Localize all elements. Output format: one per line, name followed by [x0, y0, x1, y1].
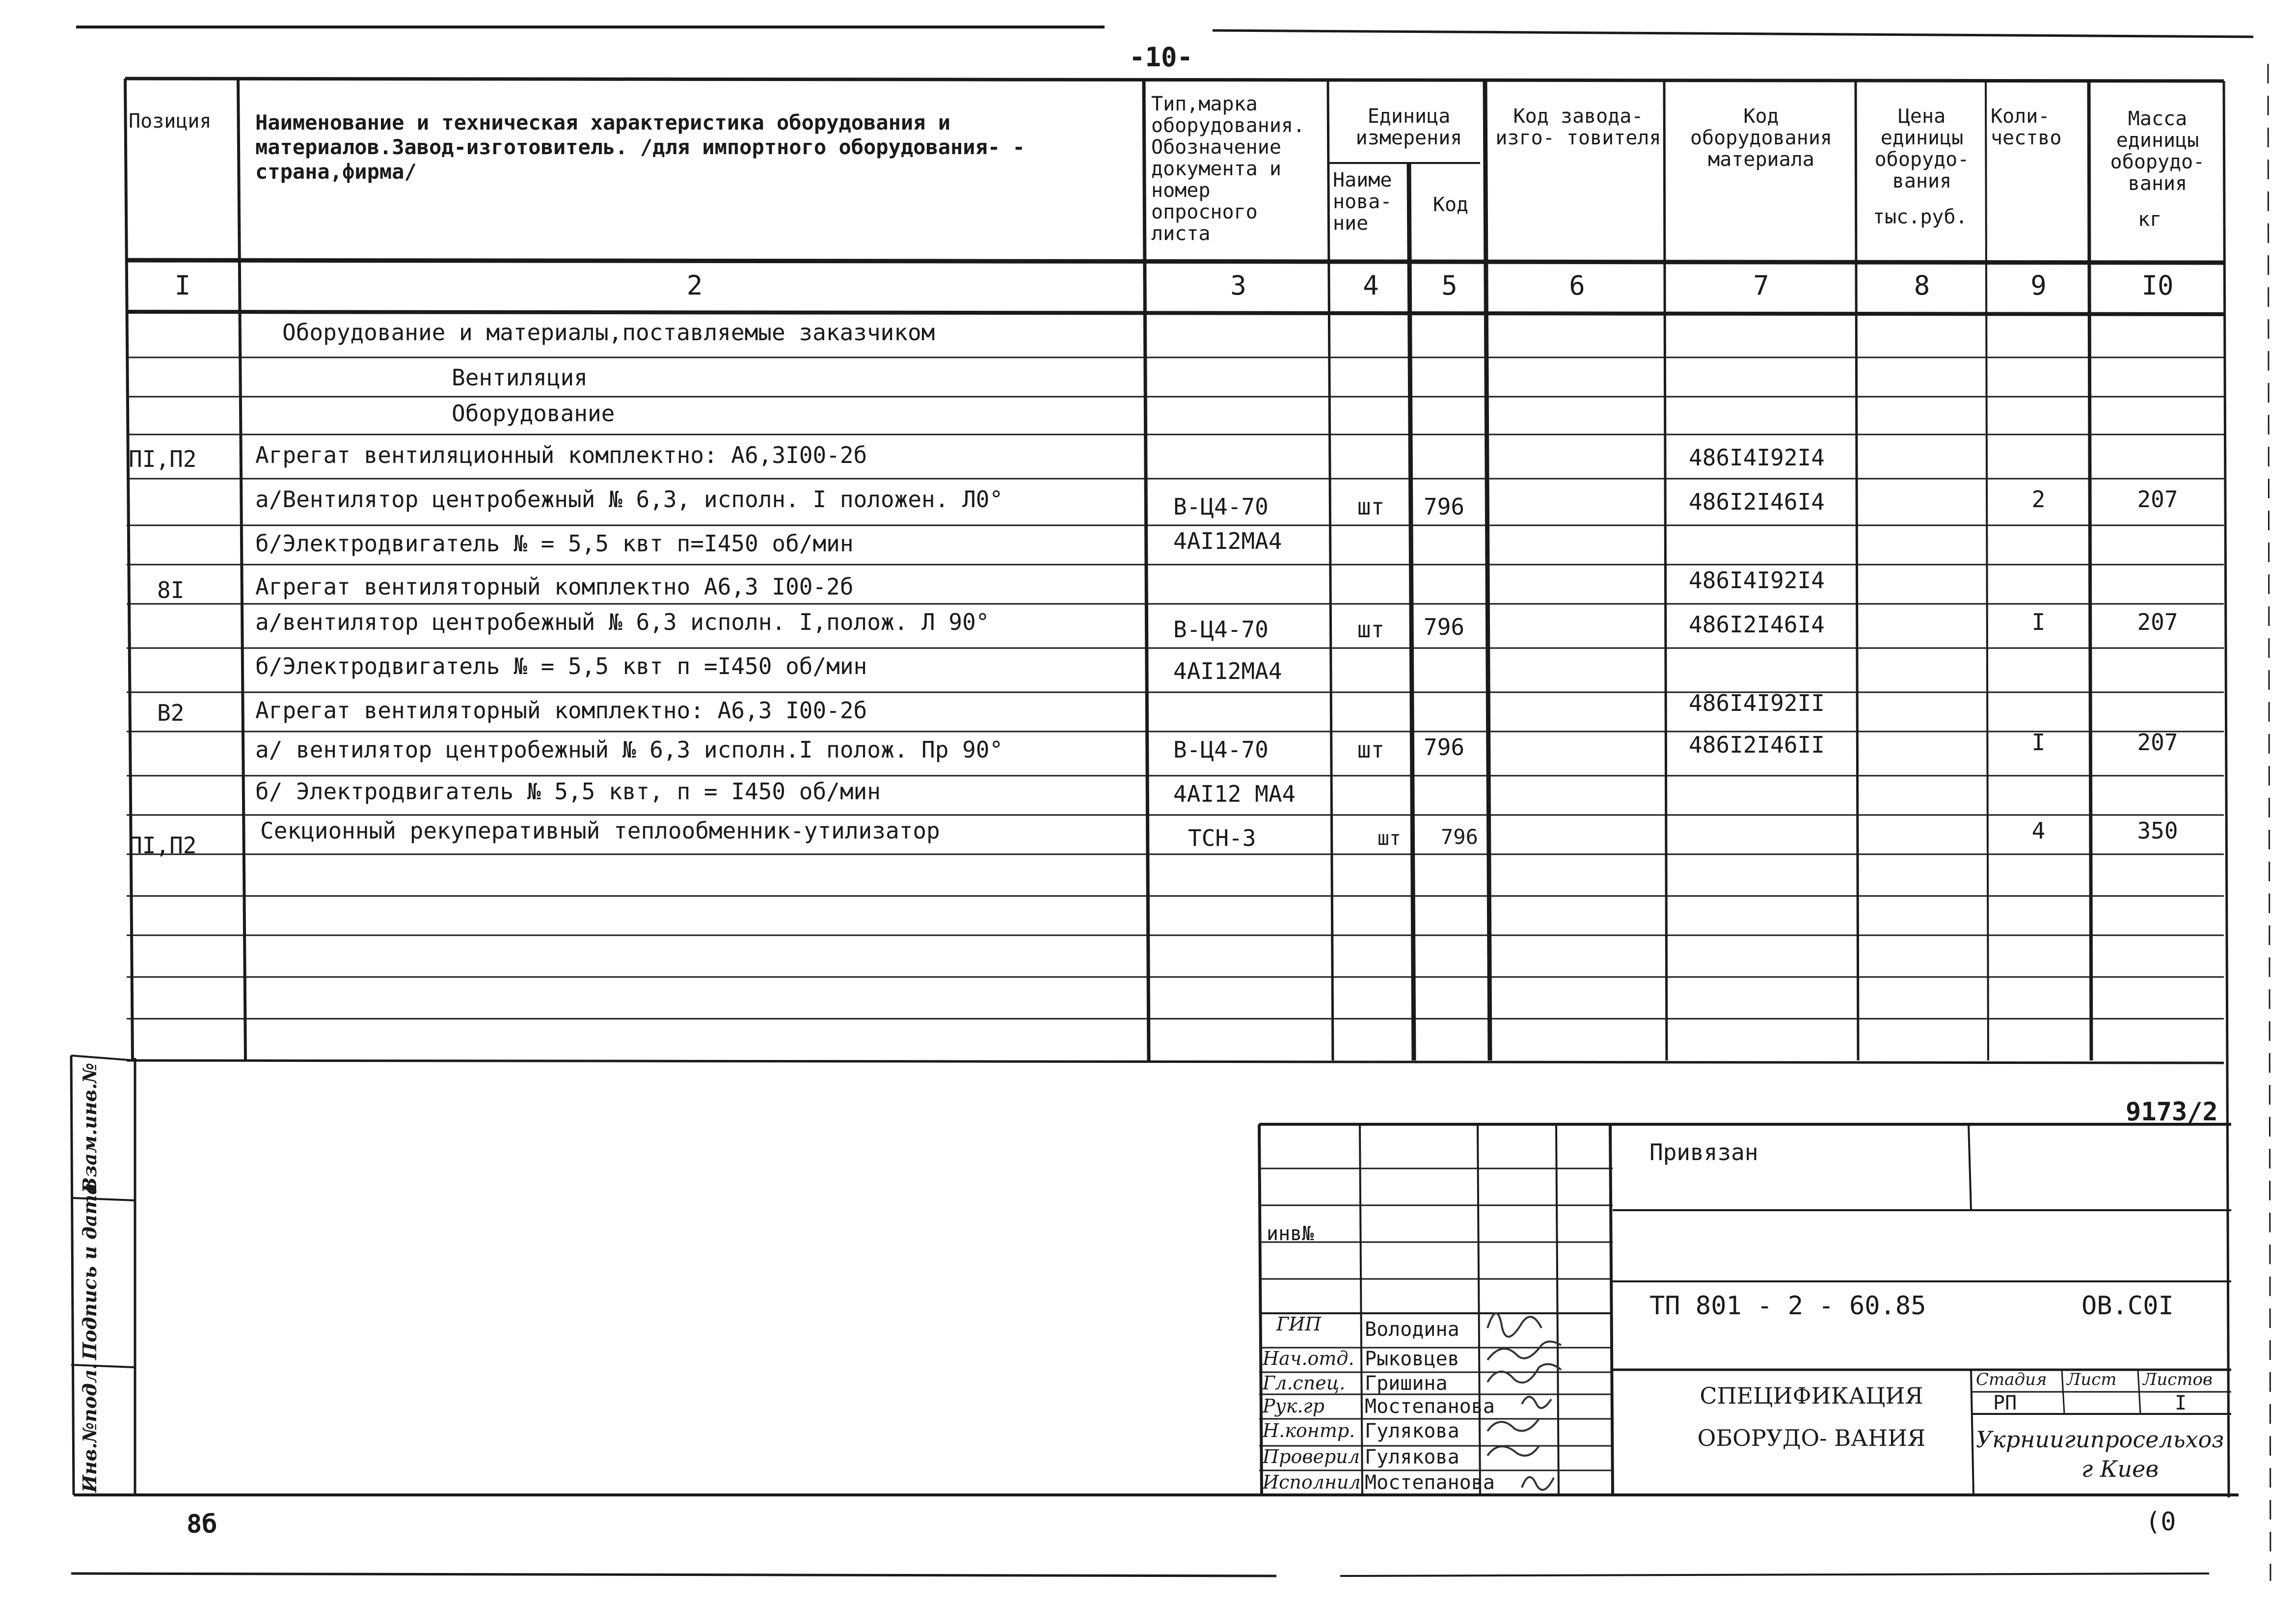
table-row-name: Оборудование и материалы,поставляемые заказчиком	[282, 319, 935, 346]
table-row-equipment-code: 486I4I92II	[1689, 690, 1825, 716]
name-checked: Гулякова	[1365, 1446, 1459, 1468]
colnum-9: 9	[2030, 270, 2047, 301]
name-group-lead: Мостепанова	[1365, 1395, 1495, 1418]
header-type: Тип,марка оборудования. Обозначение документа и номер опросного листа	[1151, 93, 1305, 245]
sheets-value: I	[2175, 1392, 2187, 1414]
organization: Укрниигипросельхоз	[1976, 1426, 2224, 1453]
table-row-position: 8I	[157, 577, 185, 603]
footer-left-mark: 8б	[187, 1510, 217, 1539]
table-row-unit-code: 796	[1424, 493, 1465, 520]
stage-value: РП	[1993, 1392, 2017, 1414]
table-row-quantity: I	[2031, 729, 2046, 756]
table-row-unit: шт	[1377, 827, 1402, 850]
header-position: Позиция	[129, 110, 212, 133]
table-row-quantity: I	[2031, 609, 2046, 635]
name-norm-control: Гулякова	[1365, 1420, 1459, 1442]
table-row-unit-code: 796	[1424, 734, 1465, 760]
name-head-dept: Рыковцев	[1365, 1348, 1459, 1370]
doc-number-top: 9173/2	[2126, 1097, 2218, 1127]
colnum-2: 2	[686, 270, 703, 301]
city: г Киев	[2081, 1456, 2159, 1482]
table-row-position: В2	[157, 700, 185, 726]
table-row-mass: 207	[2137, 729, 2178, 756]
colnum-3: 3	[1230, 270, 1246, 301]
table-row-name: а/вентилятор центробежный № 6,3 исполн. I,полож. Л 90°	[255, 609, 990, 635]
role-gip: ГИП	[1276, 1313, 1322, 1335]
colnum-5: 5	[1441, 270, 1458, 301]
table-row-name: а/Вентилятор центробежный № 6,3, исполн. I положен. Л0°	[255, 486, 1003, 513]
side-label-signature-date: Подпись и дата	[79, 1182, 101, 1360]
table-row-type: ТСН-3	[1188, 825, 1256, 851]
table-row-unit: шт	[1357, 493, 1385, 520]
table-row-equipment-code: 486I2I46I4	[1689, 488, 1825, 515]
header-factory-code: Код завода-изго- товителя	[1495, 105, 1661, 149]
table-row-name: Оборудование	[452, 400, 615, 427]
table-row-quantity: 4	[2031, 817, 2046, 844]
table-row-name: а/ вентилятор центробежный № 6,3 исполн.I полож. Пр 90°	[255, 736, 1003, 763]
table-row-position: ПI,П2	[129, 832, 197, 859]
signature-squiggles	[1487, 1313, 1561, 1490]
header-price: Цена единицы оборудо- вания	[1874, 105, 1970, 192]
table-row-equipment-code: 486I2I46II	[1689, 732, 1825, 758]
role-group-lead: Рук.гр	[1263, 1395, 1324, 1417]
table-row-mass: 207	[2137, 609, 2178, 635]
role-checked: Проверил	[1263, 1446, 1360, 1467]
colnum-8: 8	[1914, 270, 1930, 301]
header-mass-unit: кг	[2138, 208, 2162, 231]
table-row-name: б/ Электродвигатель № 5,5 квт, п = I450 об/мин	[255, 778, 881, 805]
table-row-type: В-Ц4-70	[1173, 493, 1269, 520]
role-chief-spec: Гл.спец.	[1263, 1372, 1346, 1394]
table-row-type: 4АI12МА4	[1173, 658, 1282, 684]
side-label-replacement: Взам.инв.№	[79, 1062, 101, 1193]
role-head-dept: Нач.отд.	[1263, 1348, 1354, 1369]
colnum-6: 6	[1569, 270, 1585, 301]
table-row-equipment-code: 486I2I46I4	[1689, 611, 1825, 638]
inv-label: инв№	[1267, 1222, 1314, 1245]
side-label-inventory: Инв.№подл.	[79, 1363, 101, 1492]
colnum-7: 7	[1753, 270, 1769, 301]
colnum-1: I	[174, 270, 191, 301]
table-row-unit-code: 796	[1441, 825, 1478, 849]
name-chief-spec: Гришина	[1365, 1372, 1448, 1395]
table-row-equipment-code: 486I4I92I4	[1689, 567, 1825, 594]
header-unit-group: Единица измерения	[1355, 105, 1462, 149]
header-price-unit: тыс.руб.	[1873, 206, 1968, 228]
table-row-name: Агрегат вентиляционный комплектно: А6,3I00-2б	[255, 442, 867, 468]
header-unit-code: Код	[1432, 193, 1469, 216]
table-row-name: Агрегат вентиляторный комплектно А6,3 I00-2б	[255, 573, 854, 600]
header-name: Наименование и техническая характеристика оборудования и материалов.Завод-изготовитель. /для импортного оборудования- - страна,фирма/	[255, 110, 1025, 184]
role-norm-control: Н.контр.	[1263, 1420, 1355, 1441]
table-row-equipment-code: 486I4I92I4	[1689, 444, 1825, 471]
document-title: СПЕЦИФИКАЦИЯ ОБОРУДО- ВАНИЯ	[1697, 1383, 1926, 1451]
table-row-type: В-Ц4-70	[1173, 616, 1269, 643]
colnum-4: 4	[1363, 270, 1379, 301]
name-executed: Мостепанова	[1365, 1471, 1495, 1494]
sheet-label: Лист	[2067, 1370, 2117, 1389]
table-row-name: Секционный рекуперативный теплообменник-утилизатор	[260, 817, 940, 844]
header-equipment-code: Код оборудования материала	[1690, 105, 1832, 171]
table-row-unit: шт	[1357, 616, 1385, 643]
stage-label: Стадия	[1976, 1370, 2047, 1389]
table-row-type: 4АI12 МА4	[1173, 781, 1296, 807]
table-row-quantity: 2	[2031, 486, 2046, 513]
table-row-mass: 350	[2137, 817, 2178, 844]
page-number: -10-	[1129, 42, 1193, 73]
table-row-type: 4АI12МА4	[1173, 528, 1282, 554]
table-row-name: Вентиляция	[452, 364, 588, 391]
role-executed: Исполнил	[1263, 1471, 1361, 1493]
sheets-label: Листов	[2143, 1370, 2213, 1389]
table-row-name: б/Электродвигатель № = 5,5 квт п =I450 об/мин	[255, 653, 867, 679]
table-row-position: ПI,П2	[129, 446, 197, 472]
sheet-code: ОВ.С0I	[2081, 1291, 2174, 1321]
table-row-type: В-Ц4-70	[1173, 736, 1269, 763]
table-row-name: б/Электродвигатель № = 5,5 квт п=I450 об/мин	[255, 530, 854, 557]
table-row-unit: шт	[1357, 736, 1385, 763]
header-quantity: Коли- чество	[1991, 105, 2062, 149]
designation: ТП 801 - 2 - 60.85	[1649, 1291, 1926, 1321]
table-row-mass: 207	[2137, 486, 2178, 513]
header-mass: Масса единицы оборудо- вания	[2110, 108, 2205, 195]
privyazan-label: Привязан	[1649, 1139, 1758, 1166]
header-unit-name: Наиме нова- ние	[1333, 169, 1392, 235]
table-row-name: Агрегат вентиляторный комплектно: А6,3 I00-2б	[255, 697, 867, 724]
table-row-unit-code: 796	[1424, 614, 1465, 640]
name-gip: Володина	[1365, 1318, 1459, 1341]
colnum-10: I0	[2141, 270, 2174, 301]
footer-right-mark: (0	[2145, 1507, 2176, 1537]
